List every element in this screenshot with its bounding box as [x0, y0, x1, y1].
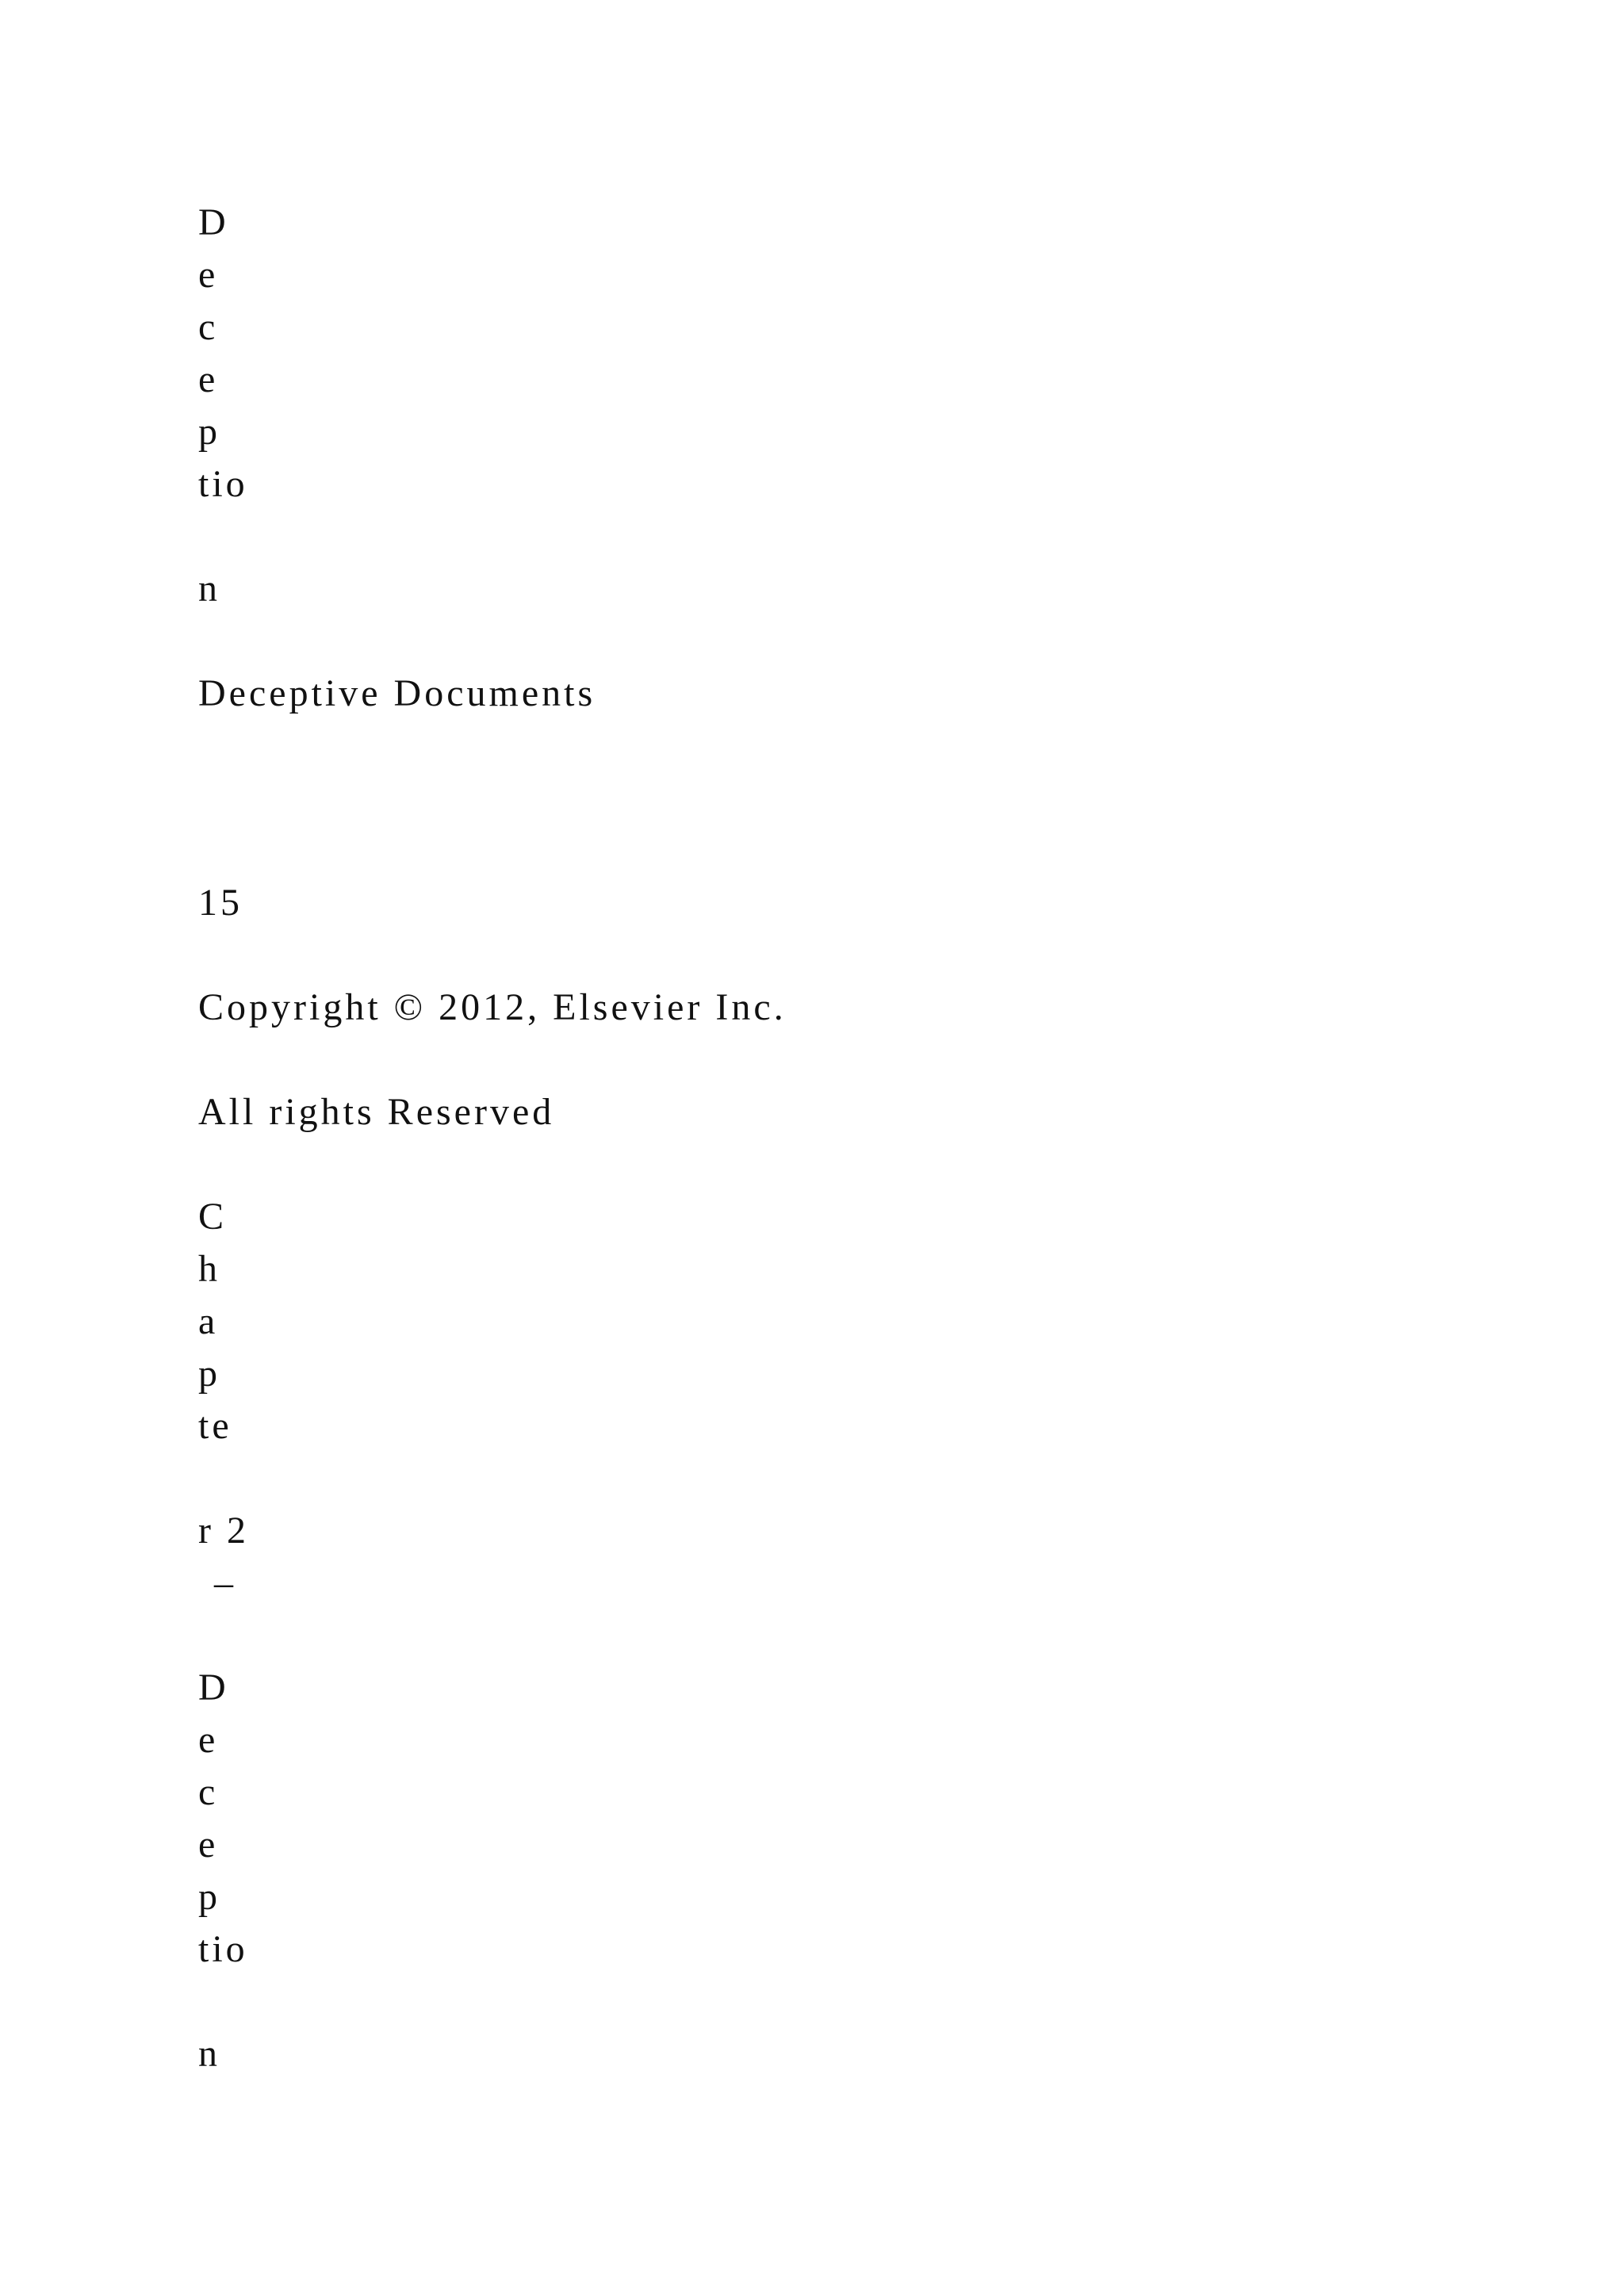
- fragment-c-1: c: [198, 306, 219, 348]
- fragment-h: h: [198, 1248, 220, 1290]
- fragment-e-3: e: [198, 1719, 219, 1761]
- fragment-c-3: c: [198, 1771, 219, 1813]
- fragment-e-4: e: [198, 1823, 219, 1866]
- fragment-tio-2: tio: [198, 1928, 248, 1970]
- fragment-te: te: [198, 1405, 232, 1447]
- fragment-e-2: e: [198, 358, 219, 400]
- fragment-p-3: p: [198, 1876, 220, 1918]
- fragment-p-1: p: [198, 411, 220, 453]
- fragment-e-1: e: [198, 254, 219, 296]
- fragment-a: a: [198, 1300, 219, 1342]
- page-number: 15: [198, 882, 243, 924]
- fragment-r-2: r 2: [198, 1510, 249, 1552]
- fragment-d-1: D: [198, 201, 229, 243]
- fragment-n-2: n: [198, 2033, 220, 2075]
- fragment-p-2: p: [198, 1353, 220, 1395]
- fragment-c-2: C: [198, 1196, 228, 1238]
- document-title: Deceptive Documents: [198, 672, 596, 714]
- copyright-line: Copyright © 2012, Elsevier Inc.: [198, 986, 787, 1028]
- fragment-d-2: D: [198, 1667, 229, 1709]
- rights-line: All rights Reserved: [198, 1091, 555, 1133]
- fragment-n-1: n: [198, 568, 220, 610]
- fragment-dash: –: [214, 1562, 236, 1604]
- fragment-tio-1: tio: [198, 463, 248, 505]
